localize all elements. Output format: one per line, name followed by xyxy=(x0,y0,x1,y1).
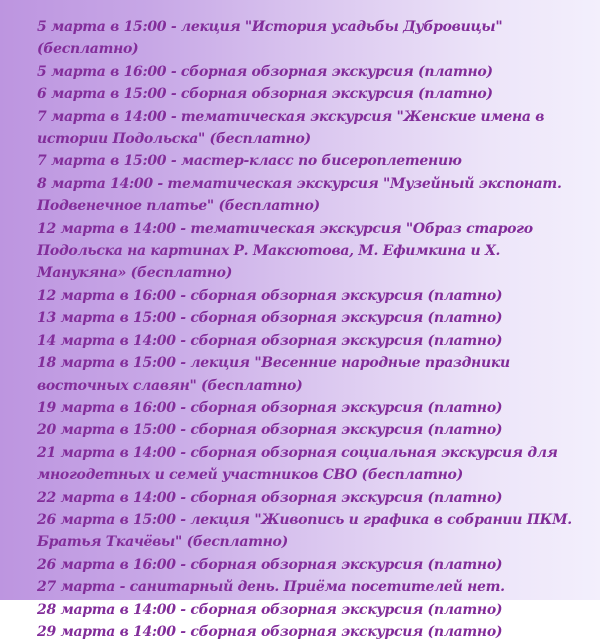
schedule-event: 12 марта в 14:00 - тематическая экскурсия "Образ старого Подольска на картинах Р. Максютова, М. Ефимкина и Х. Манукяна» (бесплатно) xyxy=(37,220,533,282)
schedule-event: 20 марта в 15:00 - сборная обзорная экскурсия (платно) xyxy=(37,422,503,439)
schedule-event: 7 марта в 15:00 - мастер-класс по бисероплетению xyxy=(37,153,462,170)
schedule-event: 5 марта в 16:00 - сборная обзорная экскурсия (платно) xyxy=(37,63,493,80)
schedule-event: 22 марта в 14:00 - сборная обзорная экскурсия (платно) xyxy=(37,489,503,506)
schedule-event: 26 марта в 15:00 - лекция "Живопись и графика в собрании ПКМ. Братья Ткачёвы" (бесплатно) xyxy=(37,511,572,551)
schedule-event: 12 марта в 16:00 - сборная обзорная экскурсия (платно) xyxy=(37,287,503,304)
schedule-event: 19 марта в 16:00 - сборная обзорная экскурсия (платно) xyxy=(37,399,503,416)
schedule-event: 8 марта 14:00 - тематическая экскурсия "Музейный экспонат. Подвенечное платье" (бесплатно) xyxy=(37,175,562,215)
schedule-event: 5 марта в 15:00 - лекция "История усадьбы Дубровицы" (бесплатно) xyxy=(37,19,503,58)
schedule-event: 7 марта в 14:00 - тематическая экскурсия "Женские имена в истории Подольска" (бесплатно) xyxy=(37,108,545,148)
schedule-event: 21 марта в 14:00 - сборная обзорная социальная экскурсия для многодетных и семей участников СВО (бесплатно) xyxy=(37,444,558,484)
schedule-event: 26 марта в 16:00 - сборная обзорная экскурсия (платно) xyxy=(37,556,503,573)
schedule-event: 13 марта в 15:00 - сборная обзорная экскурсия (платно) xyxy=(37,310,503,327)
schedule-event: 28 марта в 14:00 - сборная обзорная экскурсия (платно) xyxy=(37,601,503,618)
schedule-event: 6 марта в 15:00 - сборная обзорная экскурсия (платно) xyxy=(37,86,493,103)
schedule-event: 14 марта в 14:00 - сборная обзорная экскурсия (платно) xyxy=(37,332,503,349)
schedule-event: 29 марта в 14:00 - сборная обзорная экскурсия (платно) xyxy=(37,623,503,640)
schedule-event: 18 марта в 15:00 - лекция "Весенние народные праздники восточных славян" (бесплатно) xyxy=(37,355,510,394)
schedule-event: 27 марта - санитарный день. Приёма посетителей нет. xyxy=(37,579,505,596)
